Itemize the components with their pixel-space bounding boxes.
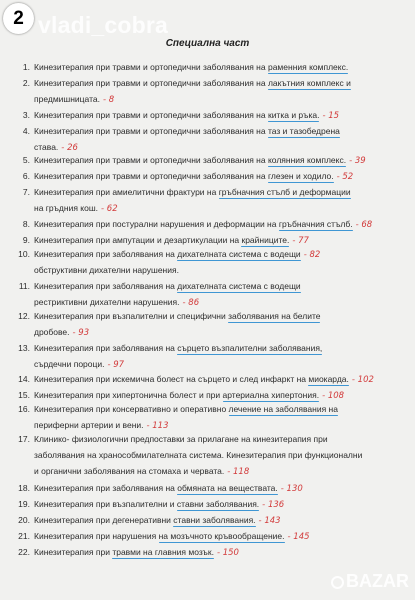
item-text: Кинезитерапия при искемична болест на сърцето и след инфаркт на [34,374,309,384]
item-text: Клинико- физиологични предпоставки за прилагане на кинезитерапия при [34,434,328,444]
item-text-line [34,311,320,321]
item-number: 2. [22,78,30,88]
item-text: Кинезитерапия при травми и ортопедични заболявания на [34,78,268,88]
handwritten-page-number: - 97 [107,360,125,370]
handwritten-page-number: - 82 [303,250,321,260]
highlighted-text: лакътния комплекс и [267,78,351,88]
highlighted-text: на мозъчното кръвообращение. [158,531,285,541]
item-number: 21. [18,531,30,541]
brand-watermark [331,571,409,592]
item-text: Кинезитерапия при заболявания на [34,483,178,493]
handwritten-page-number: - 150 [216,548,239,558]
item-number: 7. [22,187,30,197]
item-text-line [34,297,199,308]
item-text-line [34,515,281,526]
item-text-line [34,281,301,291]
highlighted-text: дихателната система с водещи [177,249,301,259]
highlighted-text: гръбначния стълб. [278,219,353,229]
item-text: Кинезитерапия при хипертонична болест и при [34,390,223,400]
highlighted-text: таз и тазобедрена [267,126,340,136]
item-text: Кинезитерапия при травми и ортопедични заболявания на [34,62,268,72]
handwritten-page-number: - 108 [322,391,345,401]
item-text-line [34,404,338,414]
item-text-line [34,155,366,166]
highlighted-text: ставни заболявания. [176,499,260,509]
item-text: става. [34,142,59,152]
handwritten-page-number: - 102 [351,375,374,385]
highlighted-text: артериална хипертония. [222,390,320,400]
handwritten-page-number: - 68 [355,220,373,230]
item-number: 4. [22,126,30,136]
item-text-line [34,171,353,182]
item-text: сърдечни пороци. [34,359,105,369]
item-number: 20. [18,515,30,525]
highlighted-text: колянния комплекс. [267,155,347,165]
highlighted-text: миокарда. [308,374,349,384]
item-text: Кинезитерапия при възпалителни и [34,499,177,509]
item-text: Кинезитерапия при травми и ортопедични заболявания на [34,171,268,181]
handwritten-page-number: - 15 [322,111,340,121]
item-text: предмишницата. [34,94,100,104]
item-text: периферни артерии и вени. [34,420,144,430]
item-text-line [34,94,114,105]
uploader-watermark: vladi_cobra [38,12,169,38]
item-text-line [34,466,249,477]
item-text-line [34,420,169,431]
item-text: дробове. [34,327,70,337]
item-text: Кинезитерапия при дегенеративни [34,515,174,525]
item-text-line [34,483,303,494]
highlighted-text: травми на главния мозък. [112,547,214,557]
item-text-line [34,499,284,510]
item-text-line [34,374,374,385]
item-number: 16. [18,404,30,414]
section-title: Специална част [165,38,250,49]
item-text: Кинезитерапия при травми и ортопедични заболявания на [34,126,268,136]
item-text-line [34,343,322,353]
item-text-line [34,450,362,460]
item-text: Кинезитерапия при консервативно и оперативно [34,404,229,414]
item-number: 15. [18,390,30,400]
item-text: и органични заболявания на стомаха и червата. [34,466,225,476]
highlighted-text: крайниците. [241,235,290,245]
item-text-line [34,142,78,153]
item-number: 3. [22,110,30,120]
handwritten-page-number: - 118 [227,467,250,477]
highlighted-text: ставни заболявания. [173,515,256,525]
handwritten-page-number: - 39 [349,156,366,166]
item-text-line [34,390,344,401]
item-text: Кинезитерапия при ампутации и дезартикулации на [34,235,242,245]
item-text: Кинезитерапия при заболявания на [34,281,178,291]
item-text: Кинезитерапия при заболявания на [34,249,178,259]
highlighted-text: гръбначния стълб и деформации [218,187,351,197]
item-number: 13. [18,343,30,353]
handwritten-page-number: - 130 [280,484,303,494]
item-text: Кинезитерапия при травми и ортопедични заболявания на [34,110,268,120]
item-number: 9. [22,235,30,245]
item-text-line [34,219,372,230]
handwritten-page-number: - 26 [61,143,78,153]
item-number: 19. [18,499,30,509]
handwritten-page-number: - 93 [72,328,90,338]
highlighted-text: глезен и ходило. [267,171,334,181]
highlighted-text: раменния комплекс. [267,62,349,72]
item-text-line [34,434,328,444]
item-number: 14. [18,374,30,384]
item-number: 11. [18,281,30,291]
item-text: Кинезитерапия при амиелитични фрактури на [34,187,219,197]
item-number: 18. [18,483,30,493]
item-number: 12. [18,311,30,321]
item-text-line [34,547,239,558]
item-text: заболявания на хранособмилателната система. Кинезитерапия при функционални [34,450,363,460]
handwritten-page-number: - 8 [102,95,115,105]
item-text-line [34,359,124,370]
item-text-line [34,62,348,72]
highlighted-text: сърцето възпалителни заболявания, [177,343,323,353]
item-text-line [34,203,118,214]
item-text: Кинезитерапия при постурални нарушения и деформации на [34,219,279,229]
handwritten-page-number: - 136 [262,500,285,510]
image-count-badge: 2 [3,3,34,34]
handwritten-page-number: - 62 [101,204,118,214]
item-number: 8. [22,219,30,229]
item-number: 22. [18,547,30,557]
item-text: обструктивни дихателни нарушения. [34,265,179,275]
item-text-line [34,78,351,88]
item-number: 1. [22,62,30,72]
highlighted-text: лечение на заболявания на [228,404,338,414]
item-text: Кинезитерапия при нарушения [34,531,159,541]
item-text: рестриктивни дихателни нарушения. [34,297,180,307]
highlighted-text: дихателната система с водещи [177,281,301,291]
brand-logo-icon [331,576,344,589]
item-text: Кинезитерапия при заболявания на [34,343,178,353]
item-text-line [34,265,179,275]
handwritten-page-number: - 143 [258,516,281,526]
handwritten-page-number: - 113 [146,421,169,431]
item-number: 5. [22,155,30,165]
highlighted-text: обмяната на веществата. [177,483,278,493]
item-text: на гръдния кош. [34,203,99,213]
item-number: 17. [18,434,30,444]
brand-name: BAZAR [346,571,409,591]
highlighted-text: заболявания на белите [228,311,321,321]
item-text-line [34,327,89,338]
item-number: 10. [18,249,30,259]
item-text: Кинезитерапия при възпалителни и специфични [34,311,229,321]
item-text-line [34,249,320,260]
item-text: Кинезитерапия при [34,547,113,557]
highlighted-text: китка и ръка. [267,110,320,120]
item-text-line [34,531,310,542]
item-text-line [34,126,340,136]
item-text-line [34,187,351,197]
handwritten-page-number: - 86 [182,298,200,308]
handwritten-page-number: - 52 [336,172,354,182]
handwritten-page-number: - 77 [292,236,309,246]
item-text: Кинезитерапия при травми и ортопедични заболявания на [34,155,268,165]
item-text-line [34,235,309,246]
item-text-line [34,110,339,121]
handwritten-page-number: - 145 [287,532,310,542]
item-number: 6. [22,171,30,181]
